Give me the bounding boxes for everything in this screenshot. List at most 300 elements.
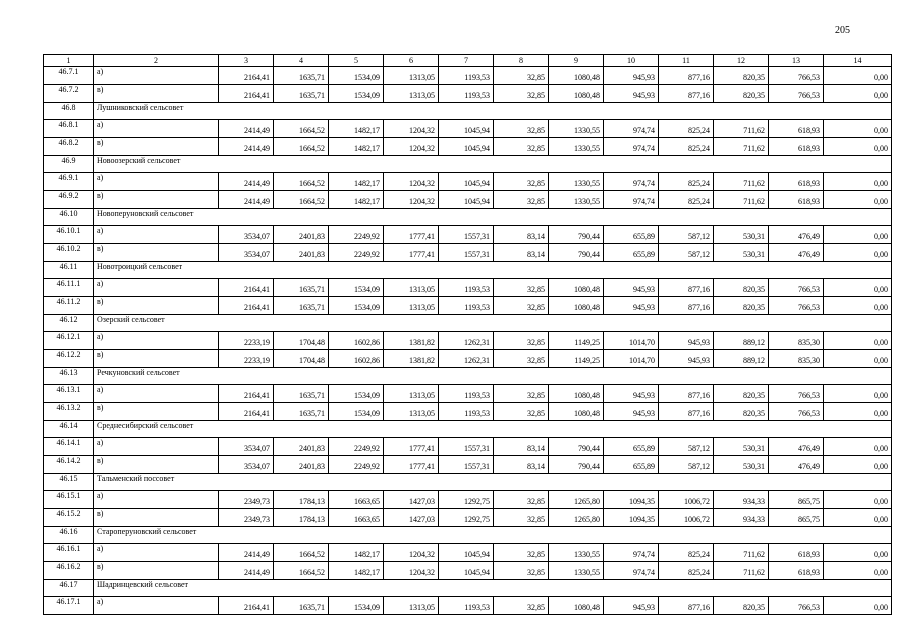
value-cell-col-7: 1045,94 bbox=[439, 138, 494, 156]
value-cell-col-8: 32,85 bbox=[494, 403, 549, 421]
row-code: 46.13.2 bbox=[44, 403, 94, 421]
value-cell-col-8: 32,85 bbox=[494, 173, 549, 191]
value-cell-col-9: 1330,55 bbox=[549, 138, 604, 156]
value-cell-col-10: 945,93 bbox=[604, 85, 659, 103]
value-cell-col-11: 825,24 bbox=[659, 138, 714, 156]
group-row bbox=[44, 262, 892, 279]
table-row bbox=[44, 544, 892, 562]
value-cell-col-12: 711,62 bbox=[714, 562, 769, 580]
value-cell-col-8: 32,85 bbox=[494, 332, 549, 350]
value-cell-col-3: 2164,41 bbox=[219, 67, 274, 85]
column-number-7: 7 bbox=[439, 55, 494, 67]
value-cell-col-13: 766,53 bbox=[769, 297, 824, 315]
row-code: 46.7.1 bbox=[44, 67, 94, 85]
group-row bbox=[44, 421, 892, 438]
value-cell-col-12: 820,35 bbox=[714, 67, 769, 85]
value-cell-col-3: 2414,49 bbox=[219, 120, 274, 138]
group-row bbox=[44, 368, 892, 385]
value-cell-col-13: 476,49 bbox=[769, 456, 824, 474]
value-cell-col-4: 1664,52 bbox=[274, 562, 329, 580]
column-number-13: 13 bbox=[769, 55, 824, 67]
row-label: в) bbox=[94, 456, 219, 474]
value-cell-col-8: 32,85 bbox=[494, 544, 549, 562]
value-cell-col-8: 83,14 bbox=[494, 456, 549, 474]
row-code: 46.10.1 bbox=[44, 226, 94, 244]
value-cell-col-6: 1427,03 bbox=[384, 509, 439, 527]
value-cell-col-10: 655,89 bbox=[604, 438, 659, 456]
value-cell-col-4: 1635,71 bbox=[274, 279, 329, 297]
value-cell-col-5: 1534,09 bbox=[329, 597, 384, 615]
value-cell-col-3: 2164,41 bbox=[219, 297, 274, 315]
value-cell-col-8: 32,85 bbox=[494, 120, 549, 138]
value-cell-col-9: 1080,48 bbox=[549, 67, 604, 85]
table-row bbox=[44, 120, 892, 138]
value-cell-col-9: 1330,55 bbox=[549, 173, 604, 191]
value-cell-col-5: 1534,09 bbox=[329, 85, 384, 103]
value-cell-col-3: 2349,73 bbox=[219, 509, 274, 527]
value-cell-col-14: 0,00 bbox=[824, 332, 892, 350]
table-row bbox=[44, 562, 892, 580]
column-number-3: 3 bbox=[219, 55, 274, 67]
value-cell-col-13: 618,93 bbox=[769, 562, 824, 580]
value-cell-col-6: 1381,82 bbox=[384, 332, 439, 350]
value-cell-col-3: 2414,49 bbox=[219, 173, 274, 191]
value-cell-col-10: 974,74 bbox=[604, 173, 659, 191]
group-row bbox=[44, 103, 892, 120]
row-label: в) bbox=[94, 562, 219, 580]
value-cell-col-14: 0,00 bbox=[824, 226, 892, 244]
value-cell-col-10: 945,93 bbox=[604, 597, 659, 615]
value-cell-col-3: 2414,49 bbox=[219, 544, 274, 562]
value-cell-col-11: 587,12 bbox=[659, 438, 714, 456]
value-cell-col-11: 877,16 bbox=[659, 67, 714, 85]
group-code: 46.13 bbox=[44, 368, 94, 385]
value-cell-col-6: 1313,05 bbox=[384, 403, 439, 421]
row-label: а) bbox=[94, 279, 219, 297]
row-code: 46.15.2 bbox=[44, 509, 94, 527]
value-cell-col-9: 790,44 bbox=[549, 456, 604, 474]
value-cell-col-14: 0,00 bbox=[824, 173, 892, 191]
table-row bbox=[44, 438, 892, 456]
value-cell-col-5: 1482,17 bbox=[329, 173, 384, 191]
value-cell-col-10: 974,74 bbox=[604, 120, 659, 138]
value-cell-col-7: 1557,31 bbox=[439, 226, 494, 244]
value-cell-col-10: 974,74 bbox=[604, 544, 659, 562]
value-cell-col-3: 2233,19 bbox=[219, 332, 274, 350]
row-code: 46.13.1 bbox=[44, 385, 94, 403]
row-label: а) bbox=[94, 120, 219, 138]
value-cell-col-10: 974,74 bbox=[604, 562, 659, 580]
value-cell-col-14: 0,00 bbox=[824, 279, 892, 297]
value-cell-col-4: 1784,13 bbox=[274, 509, 329, 527]
value-cell-col-14: 0,00 bbox=[824, 597, 892, 615]
value-cell-col-3: 2414,49 bbox=[219, 138, 274, 156]
value-cell-col-9: 1149,25 bbox=[549, 332, 604, 350]
row-code: 46.11.1 bbox=[44, 279, 94, 297]
table-row bbox=[44, 85, 892, 103]
group-name: Среднесибирский сельсовет bbox=[94, 421, 892, 438]
value-cell-col-3: 2164,41 bbox=[219, 279, 274, 297]
column-number-14: 14 bbox=[824, 55, 892, 67]
value-cell-col-12: 934,33 bbox=[714, 509, 769, 527]
value-cell-col-7: 1292,75 bbox=[439, 491, 494, 509]
value-cell-col-14: 0,00 bbox=[824, 350, 892, 368]
group-name: Новотроицкий сельсовет bbox=[94, 262, 892, 279]
value-cell-col-4: 1635,71 bbox=[274, 67, 329, 85]
value-cell-col-13: 476,49 bbox=[769, 438, 824, 456]
value-cell-col-3: 3534,07 bbox=[219, 244, 274, 262]
value-cell-col-10: 1094,35 bbox=[604, 509, 659, 527]
value-cell-col-10: 945,93 bbox=[604, 279, 659, 297]
value-cell-col-3: 2164,41 bbox=[219, 85, 274, 103]
value-cell-col-10: 655,89 bbox=[604, 456, 659, 474]
value-cell-col-7: 1557,31 bbox=[439, 456, 494, 474]
value-cell-col-5: 2249,92 bbox=[329, 438, 384, 456]
value-cell-col-8: 32,85 bbox=[494, 279, 549, 297]
value-cell-col-10: 1014,70 bbox=[604, 332, 659, 350]
row-label: а) bbox=[94, 544, 219, 562]
value-cell-col-4: 2401,83 bbox=[274, 456, 329, 474]
value-cell-col-3: 3534,07 bbox=[219, 438, 274, 456]
value-cell-col-12: 820,35 bbox=[714, 279, 769, 297]
value-cell-col-7: 1193,53 bbox=[439, 403, 494, 421]
column-number-12: 12 bbox=[714, 55, 769, 67]
table-row bbox=[44, 456, 892, 474]
value-cell-col-7: 1193,53 bbox=[439, 67, 494, 85]
row-label: а) bbox=[94, 491, 219, 509]
row-code: 46.14.2 bbox=[44, 456, 94, 474]
value-cell-col-6: 1777,41 bbox=[384, 226, 439, 244]
value-cell-col-6: 1313,05 bbox=[384, 385, 439, 403]
column-number-10: 10 bbox=[604, 55, 659, 67]
row-code: 46.12.1 bbox=[44, 332, 94, 350]
table-row bbox=[44, 491, 892, 509]
value-cell-col-4: 1704,48 bbox=[274, 350, 329, 368]
value-cell-col-5: 1534,09 bbox=[329, 67, 384, 85]
group-code: 46.16 bbox=[44, 527, 94, 544]
group-code: 46.8 bbox=[44, 103, 94, 120]
value-cell-col-13: 766,53 bbox=[769, 279, 824, 297]
value-cell-col-13: 835,30 bbox=[769, 350, 824, 368]
value-cell-col-11: 877,16 bbox=[659, 279, 714, 297]
value-cell-col-10: 945,93 bbox=[604, 297, 659, 315]
row-label: в) bbox=[94, 509, 219, 527]
value-cell-col-7: 1045,94 bbox=[439, 173, 494, 191]
row-code: 46.10.2 bbox=[44, 244, 94, 262]
value-cell-col-8: 32,85 bbox=[494, 67, 549, 85]
value-cell-col-13: 476,49 bbox=[769, 226, 824, 244]
value-cell-col-14: 0,00 bbox=[824, 403, 892, 421]
table-row bbox=[44, 385, 892, 403]
value-cell-col-12: 530,31 bbox=[714, 244, 769, 262]
value-cell-col-11: 877,16 bbox=[659, 403, 714, 421]
value-cell-col-3: 2164,41 bbox=[219, 597, 274, 615]
row-code: 46.7.2 bbox=[44, 85, 94, 103]
row-label: в) bbox=[94, 403, 219, 421]
row-code: 46.14.1 bbox=[44, 438, 94, 456]
value-cell-col-5: 1663,65 bbox=[329, 491, 384, 509]
value-cell-col-12: 530,31 bbox=[714, 226, 769, 244]
value-cell-col-10: 655,89 bbox=[604, 226, 659, 244]
value-cell-col-6: 1313,05 bbox=[384, 279, 439, 297]
value-cell-col-13: 618,93 bbox=[769, 191, 824, 209]
table-row bbox=[44, 350, 892, 368]
column-number-6: 6 bbox=[384, 55, 439, 67]
value-cell-col-9: 1265,80 bbox=[549, 491, 604, 509]
value-cell-col-8: 32,85 bbox=[494, 350, 549, 368]
column-number-1: 1 bbox=[44, 55, 94, 67]
tariff-table bbox=[43, 54, 892, 615]
value-cell-col-14: 0,00 bbox=[824, 297, 892, 315]
value-cell-col-10: 1014,70 bbox=[604, 350, 659, 368]
value-cell-col-3: 2414,49 bbox=[219, 562, 274, 580]
row-label: в) bbox=[94, 297, 219, 315]
value-cell-col-12: 934,33 bbox=[714, 491, 769, 509]
table-row bbox=[44, 509, 892, 527]
value-cell-col-9: 790,44 bbox=[549, 244, 604, 262]
value-cell-col-4: 1704,48 bbox=[274, 332, 329, 350]
value-cell-col-12: 711,62 bbox=[714, 138, 769, 156]
row-code: 46.9.2 bbox=[44, 191, 94, 209]
group-code: 46.10 bbox=[44, 209, 94, 226]
row-code: 46.8.1 bbox=[44, 120, 94, 138]
table-row bbox=[44, 297, 892, 315]
row-label: а) bbox=[94, 67, 219, 85]
row-code: 46.17.1 bbox=[44, 597, 94, 615]
group-row bbox=[44, 527, 892, 544]
value-cell-col-6: 1777,41 bbox=[384, 438, 439, 456]
value-cell-col-14: 0,00 bbox=[824, 509, 892, 527]
value-cell-col-7: 1262,31 bbox=[439, 332, 494, 350]
group-name: Шадринцевский сельсовет bbox=[94, 580, 892, 597]
value-cell-col-13: 618,93 bbox=[769, 544, 824, 562]
value-cell-col-5: 1482,17 bbox=[329, 191, 384, 209]
value-cell-col-13: 766,53 bbox=[769, 597, 824, 615]
value-cell-col-8: 83,14 bbox=[494, 244, 549, 262]
column-number-8: 8 bbox=[494, 55, 549, 67]
value-cell-col-6: 1381,82 bbox=[384, 350, 439, 368]
value-cell-col-6: 1313,05 bbox=[384, 85, 439, 103]
value-cell-col-14: 0,00 bbox=[824, 456, 892, 474]
value-cell-col-4: 2401,83 bbox=[274, 438, 329, 456]
value-cell-col-7: 1045,94 bbox=[439, 191, 494, 209]
value-cell-col-8: 32,85 bbox=[494, 385, 549, 403]
value-cell-col-13: 865,75 bbox=[769, 509, 824, 527]
value-cell-col-11: 877,16 bbox=[659, 597, 714, 615]
value-cell-col-9: 1080,48 bbox=[549, 597, 604, 615]
value-cell-col-5: 1602,86 bbox=[329, 332, 384, 350]
value-cell-col-4: 1784,13 bbox=[274, 491, 329, 509]
value-cell-col-5: 2249,92 bbox=[329, 226, 384, 244]
value-cell-col-7: 1292,75 bbox=[439, 509, 494, 527]
value-cell-col-12: 820,35 bbox=[714, 403, 769, 421]
value-cell-col-12: 889,12 bbox=[714, 332, 769, 350]
value-cell-col-13: 766,53 bbox=[769, 403, 824, 421]
table-row bbox=[44, 67, 892, 85]
value-cell-col-8: 32,85 bbox=[494, 85, 549, 103]
table-row bbox=[44, 597, 892, 615]
value-cell-col-12: 820,35 bbox=[714, 297, 769, 315]
value-cell-col-8: 32,85 bbox=[494, 491, 549, 509]
row-code: 46.16.2 bbox=[44, 562, 94, 580]
group-row bbox=[44, 156, 892, 173]
value-cell-col-11: 825,24 bbox=[659, 120, 714, 138]
group-code: 46.9 bbox=[44, 156, 94, 173]
value-cell-col-11: 945,93 bbox=[659, 332, 714, 350]
value-cell-col-7: 1557,31 bbox=[439, 438, 494, 456]
value-cell-col-8: 32,85 bbox=[494, 562, 549, 580]
value-cell-col-8: 32,85 bbox=[494, 191, 549, 209]
value-cell-col-4: 2401,83 bbox=[274, 226, 329, 244]
value-cell-col-11: 877,16 bbox=[659, 297, 714, 315]
value-cell-col-13: 476,49 bbox=[769, 244, 824, 262]
value-cell-col-11: 825,24 bbox=[659, 173, 714, 191]
value-cell-col-11: 825,24 bbox=[659, 562, 714, 580]
value-cell-col-11: 587,12 bbox=[659, 456, 714, 474]
group-row bbox=[44, 474, 892, 491]
value-cell-col-9: 1330,55 bbox=[549, 120, 604, 138]
value-cell-col-10: 945,93 bbox=[604, 403, 659, 421]
group-name: Речкуновский сельсовет bbox=[94, 368, 892, 385]
value-cell-col-12: 820,35 bbox=[714, 385, 769, 403]
group-code: 46.17 bbox=[44, 580, 94, 597]
value-cell-col-3: 2349,73 bbox=[219, 491, 274, 509]
value-cell-col-6: 1204,32 bbox=[384, 191, 439, 209]
value-cell-col-7: 1193,53 bbox=[439, 297, 494, 315]
row-code: 46.11.2 bbox=[44, 297, 94, 315]
table-body bbox=[44, 55, 892, 615]
value-cell-col-12: 820,35 bbox=[714, 597, 769, 615]
value-cell-col-5: 1482,17 bbox=[329, 562, 384, 580]
row-code: 46.8.2 bbox=[44, 138, 94, 156]
value-cell-col-7: 1557,31 bbox=[439, 244, 494, 262]
row-label: в) bbox=[94, 244, 219, 262]
table-row bbox=[44, 244, 892, 262]
value-cell-col-9: 1080,48 bbox=[549, 85, 604, 103]
row-label: в) bbox=[94, 350, 219, 368]
column-number-5: 5 bbox=[329, 55, 384, 67]
value-cell-col-9: 1149,25 bbox=[549, 350, 604, 368]
value-cell-col-10: 974,74 bbox=[604, 191, 659, 209]
value-cell-col-4: 2401,83 bbox=[274, 244, 329, 262]
value-cell-col-11: 587,12 bbox=[659, 244, 714, 262]
value-cell-col-14: 0,00 bbox=[824, 85, 892, 103]
table-row bbox=[44, 173, 892, 191]
table-row bbox=[44, 191, 892, 209]
group-name: Новоперуновский сельсовет bbox=[94, 209, 892, 226]
value-cell-col-9: 790,44 bbox=[549, 226, 604, 244]
value-cell-col-7: 1045,94 bbox=[439, 544, 494, 562]
value-cell-col-14: 0,00 bbox=[824, 544, 892, 562]
value-cell-col-13: 835,30 bbox=[769, 332, 824, 350]
group-name: Лушниковский сельсовет bbox=[94, 103, 892, 120]
value-cell-col-7: 1193,53 bbox=[439, 597, 494, 615]
value-cell-col-5: 1534,09 bbox=[329, 297, 384, 315]
value-cell-col-11: 825,24 bbox=[659, 544, 714, 562]
value-cell-col-11: 1006,72 bbox=[659, 491, 714, 509]
value-cell-col-6: 1777,41 bbox=[384, 456, 439, 474]
value-cell-col-3: 3534,07 bbox=[219, 456, 274, 474]
value-cell-col-6: 1204,32 bbox=[384, 544, 439, 562]
table-row bbox=[44, 403, 892, 421]
value-cell-col-6: 1204,32 bbox=[384, 173, 439, 191]
group-code: 46.12 bbox=[44, 315, 94, 332]
row-label: а) bbox=[94, 332, 219, 350]
page-number: 205 bbox=[835, 25, 850, 36]
value-cell-col-14: 0,00 bbox=[824, 438, 892, 456]
value-cell-col-14: 0,00 bbox=[824, 491, 892, 509]
value-cell-col-6: 1204,32 bbox=[384, 562, 439, 580]
value-cell-col-8: 32,85 bbox=[494, 138, 549, 156]
value-cell-col-10: 945,93 bbox=[604, 385, 659, 403]
value-cell-col-6: 1313,05 bbox=[384, 597, 439, 615]
value-cell-col-4: 1635,71 bbox=[274, 597, 329, 615]
row-label: а) bbox=[94, 597, 219, 615]
value-cell-col-4: 1664,52 bbox=[274, 544, 329, 562]
value-cell-col-5: 1663,65 bbox=[329, 509, 384, 527]
value-cell-col-8: 32,85 bbox=[494, 597, 549, 615]
row-code: 46.12.2 bbox=[44, 350, 94, 368]
value-cell-col-5: 1482,17 bbox=[329, 138, 384, 156]
value-cell-col-12: 711,62 bbox=[714, 191, 769, 209]
table-row bbox=[44, 279, 892, 297]
value-cell-col-12: 530,31 bbox=[714, 456, 769, 474]
value-cell-col-7: 1193,53 bbox=[439, 385, 494, 403]
value-cell-col-8: 32,85 bbox=[494, 297, 549, 315]
value-cell-col-7: 1193,53 bbox=[439, 85, 494, 103]
value-cell-col-3: 3534,07 bbox=[219, 226, 274, 244]
value-cell-col-3: 2164,41 bbox=[219, 403, 274, 421]
column-number-11: 11 bbox=[659, 55, 714, 67]
value-cell-col-10: 945,93 bbox=[604, 67, 659, 85]
group-name: Озерский сельсовет bbox=[94, 315, 892, 332]
value-cell-col-4: 1664,52 bbox=[274, 173, 329, 191]
value-cell-col-13: 865,75 bbox=[769, 491, 824, 509]
table-row bbox=[44, 138, 892, 156]
row-label: а) bbox=[94, 438, 219, 456]
column-number-4: 4 bbox=[274, 55, 329, 67]
value-cell-col-9: 1265,80 bbox=[549, 509, 604, 527]
value-cell-col-8: 83,14 bbox=[494, 226, 549, 244]
value-cell-col-5: 1534,09 bbox=[329, 385, 384, 403]
column-number-row bbox=[44, 55, 892, 67]
value-cell-col-13: 618,93 bbox=[769, 138, 824, 156]
value-cell-col-12: 711,62 bbox=[714, 173, 769, 191]
row-label: в) bbox=[94, 85, 219, 103]
row-code: 46.15.1 bbox=[44, 491, 94, 509]
value-cell-col-12: 711,62 bbox=[714, 544, 769, 562]
group-row bbox=[44, 209, 892, 226]
table-row bbox=[44, 332, 892, 350]
value-cell-col-14: 0,00 bbox=[824, 385, 892, 403]
value-cell-col-13: 618,93 bbox=[769, 120, 824, 138]
value-cell-col-9: 1330,55 bbox=[549, 544, 604, 562]
value-cell-col-14: 0,00 bbox=[824, 138, 892, 156]
value-cell-col-12: 711,62 bbox=[714, 120, 769, 138]
value-cell-col-4: 1635,71 bbox=[274, 85, 329, 103]
value-cell-col-12: 889,12 bbox=[714, 350, 769, 368]
value-cell-col-9: 1080,48 bbox=[549, 403, 604, 421]
value-cell-col-12: 530,31 bbox=[714, 438, 769, 456]
row-label: а) bbox=[94, 173, 219, 191]
value-cell-col-3: 2233,19 bbox=[219, 350, 274, 368]
value-cell-col-12: 820,35 bbox=[714, 85, 769, 103]
value-cell-col-9: 1330,55 bbox=[549, 191, 604, 209]
value-cell-col-14: 0,00 bbox=[824, 562, 892, 580]
value-cell-col-4: 1635,71 bbox=[274, 403, 329, 421]
group-code: 46.11 bbox=[44, 262, 94, 279]
group-name: Тальменский поссовет bbox=[94, 474, 892, 491]
